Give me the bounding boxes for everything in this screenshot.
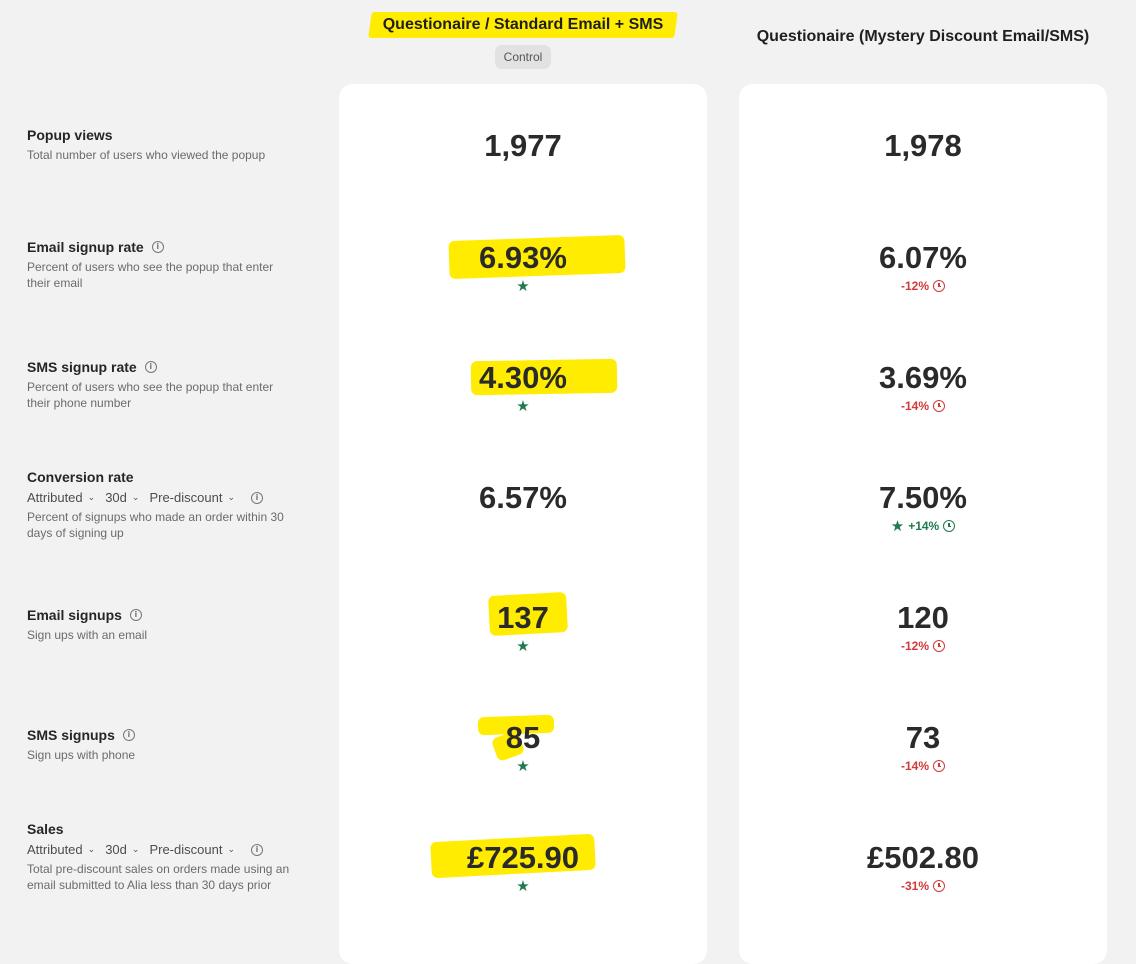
chevron-down-icon: ⌄ (131, 844, 140, 854)
delta-badge (891, 518, 955, 534)
metric-value: 7.50% (879, 480, 967, 515)
clock-icon (933, 640, 945, 652)
winner-badge (516, 758, 529, 774)
metric-label-sales (27, 821, 307, 893)
variant-value-sms-signup-rate (739, 360, 1107, 414)
winner-badge (516, 878, 529, 894)
metric-value: 137 (497, 600, 549, 635)
metric-title: SMS signup rate (27, 359, 137, 375)
variant-value-email-signup-rate (739, 240, 1107, 294)
winner-badge (516, 638, 529, 654)
info-icon[interactable]: i (123, 729, 135, 741)
metric-value: 1,978 (884, 128, 962, 163)
metric-value: 6.07% (879, 240, 967, 275)
clock-icon (933, 760, 945, 772)
delta-text: -12% (900, 639, 929, 653)
delta-badge (901, 278, 945, 294)
attribution-dropdown[interactable]: Attributed ⌄ (27, 842, 96, 857)
control-value-sms-signups (339, 720, 707, 774)
metric-label-email-signups (27, 607, 307, 643)
metric-value: 6.93% (479, 240, 567, 275)
metric-title: Email signups (27, 607, 122, 623)
metric-description: Sign ups with an email (27, 628, 148, 642)
control-card (339, 84, 707, 964)
metric-label-sms-signups (27, 727, 307, 763)
control-value-email-signups (339, 600, 707, 654)
delta-badge (901, 878, 945, 894)
metric-label-popup-views (27, 127, 307, 163)
variant-value-popup-views (739, 128, 1107, 164)
metric-title: Sales (27, 821, 64, 837)
metric-value: 120 (897, 600, 949, 635)
star-icon: ★ (516, 637, 530, 655)
info-icon[interactable]: i (152, 241, 164, 253)
chevron-down-icon: ⌄ (227, 492, 235, 502)
info-icon[interactable]: i (251, 844, 263, 856)
control-value-sales (339, 840, 707, 894)
metric-label-sms-signup-rate (27, 359, 307, 411)
discount-dropdown[interactable]: Pre-discount ⌄ (149, 842, 235, 857)
metric-value: £725.90 (466, 840, 580, 875)
metric-value: 4.30% (479, 360, 567, 395)
clock-icon (933, 280, 945, 292)
control-value-popup-views (339, 128, 707, 164)
delta-text: -14% (900, 399, 929, 413)
metric-label-conversion-rate (27, 469, 307, 541)
control-value-email-signup-rate (339, 240, 707, 294)
delta-text: -31% (900, 879, 929, 893)
delta-text: +14% (908, 519, 940, 533)
variant-value-sms-signups (739, 720, 1107, 774)
winner-badge (516, 278, 529, 294)
column-header-control (340, 0, 706, 80)
chevron-down-icon: ⌄ (227, 844, 235, 854)
delta-text: -14% (900, 759, 929, 773)
column-title-control: Questionaire / Standard Email + SMS (382, 16, 664, 33)
clock-icon (933, 880, 945, 892)
info-icon[interactable]: i (251, 492, 263, 504)
chevron-down-icon: ⌄ (87, 844, 96, 854)
metric-value: 6.57% (479, 480, 567, 515)
clock-icon (933, 400, 945, 412)
info-icon[interactable]: i (145, 361, 157, 373)
metric-value: 85 (505, 720, 541, 755)
window-dropdown[interactable]: 30d ⌄ (105, 842, 140, 857)
star-icon: ★ (516, 397, 530, 415)
variant-value-sales (739, 840, 1107, 894)
metric-value: £502.80 (866, 840, 980, 875)
attribution-dropdown[interactable]: Attributed ⌄ (27, 490, 96, 505)
filter-row (27, 490, 307, 505)
delta-badge (901, 398, 945, 414)
metric-description: Percent of users who see the popup that enter their email (27, 260, 274, 290)
metric-title: Conversion rate (27, 469, 134, 485)
metric-description: Percent of users who see the popup that enter their phone number (27, 380, 274, 410)
metric-title: SMS signups (27, 727, 115, 743)
star-icon: ★ (516, 877, 530, 895)
window-dropdown[interactable]: 30d ⌄ (105, 490, 140, 505)
metric-description: Percent of signups who made an order within 30 days of signing up (27, 510, 284, 540)
delta-badge (901, 638, 945, 654)
control-value-conversion-rate (339, 480, 707, 516)
variant-value-email-signups (739, 600, 1107, 654)
metric-value: 1,977 (484, 128, 562, 163)
metric-description: Total number of users who viewed the popup (27, 148, 266, 162)
metric-description: Total pre-discount sales on orders made using an email submitted to Alia less than 30 days prior (27, 862, 290, 892)
column-title-variant: Questionaire (Mystery Discount Email/SMS) (756, 28, 1090, 45)
metric-title: Email signup rate (27, 239, 144, 255)
variant-value-conversion-rate (739, 480, 1107, 534)
star-icon: ★ (890, 517, 905, 535)
winner-badge (516, 398, 529, 414)
control-value-sms-signup-rate (339, 360, 707, 414)
chevron-down-icon: ⌄ (131, 492, 140, 502)
delta-text: -12% (900, 279, 929, 293)
info-icon[interactable]: i (130, 609, 142, 621)
chevron-down-icon: ⌄ (87, 492, 96, 502)
metric-label-email-signup-rate (27, 239, 307, 291)
control-badge: Control (495, 45, 552, 69)
discount-dropdown[interactable]: Pre-discount ⌄ (149, 490, 235, 505)
metric-value: 3.69% (879, 360, 967, 395)
filter-row (27, 842, 307, 857)
clock-icon (943, 520, 955, 532)
delta-badge (901, 758, 945, 774)
column-header-variant (740, 0, 1106, 80)
metric-value: 73 (905, 720, 941, 755)
star-icon: ★ (516, 277, 530, 295)
metric-description: Sign ups with phone (27, 748, 136, 762)
star-icon: ★ (516, 757, 530, 775)
metric-title: Popup views (27, 127, 113, 143)
